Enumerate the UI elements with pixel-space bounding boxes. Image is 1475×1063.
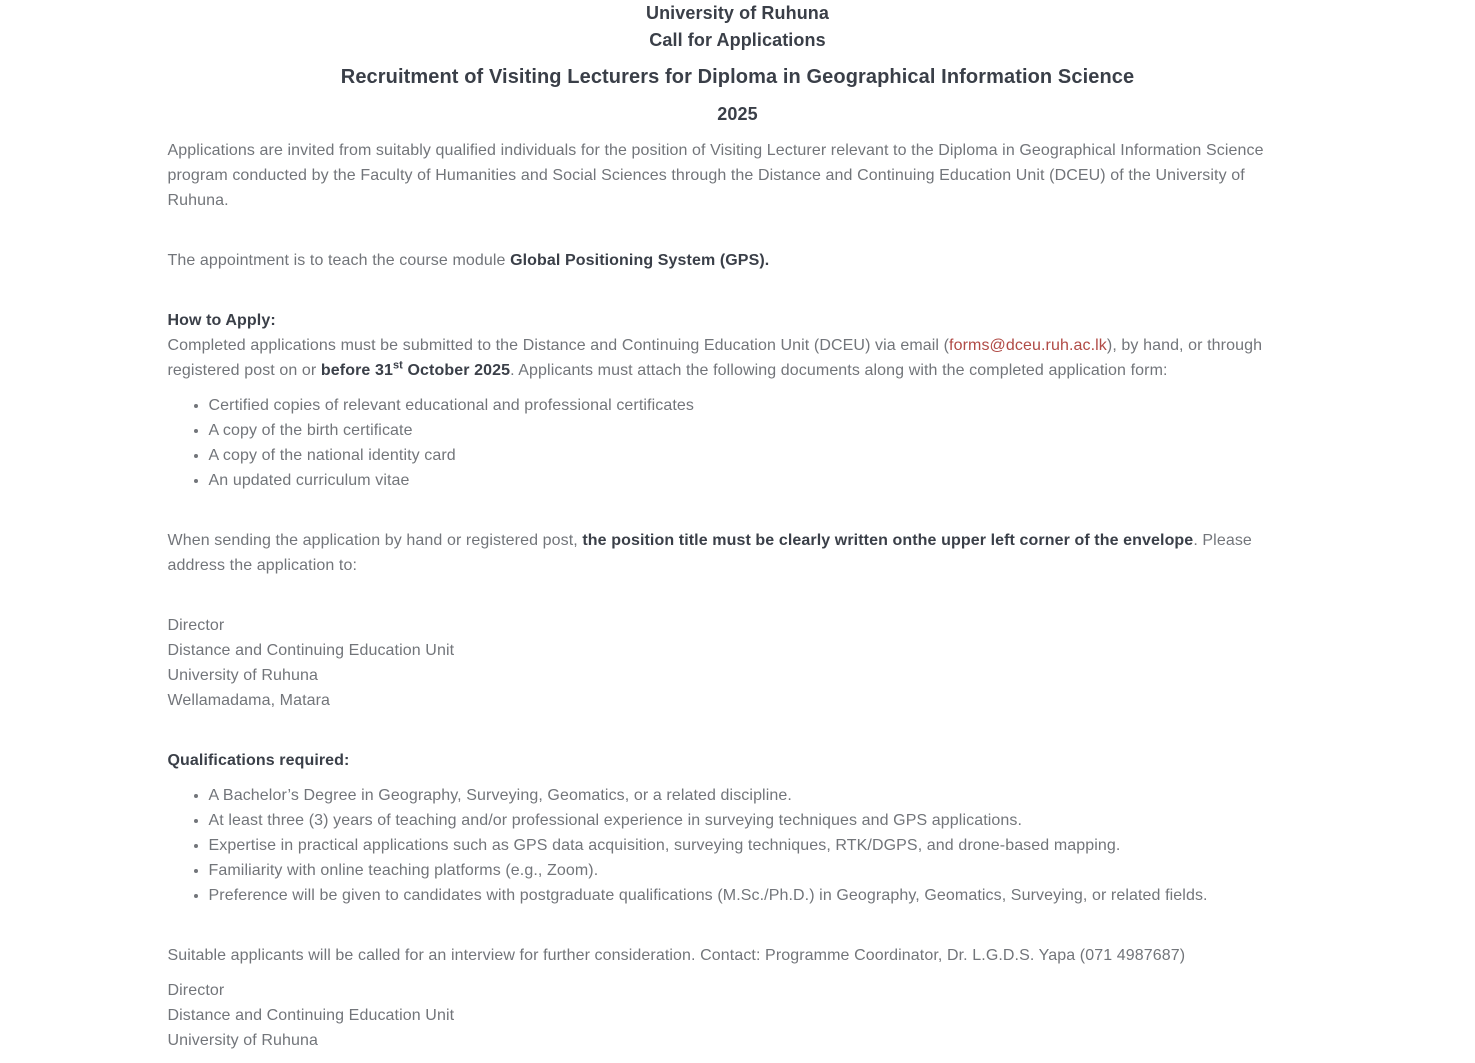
deadline-month: October 2025	[402, 362, 511, 379]
qualifications-list	[168, 783, 1308, 908]
envelope-text: When sending the application by hand or registered post,	[167, 532, 583, 549]
submission-text-3: . Applicants must attach the following documents along with the completed application form:	[510, 362, 1168, 379]
address-line: Wellamadama, Matara	[167, 692, 331, 709]
list-item: • A copy of the national identity card	[209, 443, 1308, 468]
signature-line: Distance and Continuing Education Unit	[167, 1007, 455, 1024]
list-item: • Familiarity with online teaching platforms (e.g., Zoom).	[209, 858, 1308, 883]
email-link[interactable]: forms@dceu.ruh.ac.lk	[949, 337, 1107, 354]
deadline-text	[320, 359, 511, 379]
signature-line: University of Ruhuna	[167, 1032, 319, 1049]
appointment-text: The appointment is to teach the course module	[167, 252, 511, 269]
address-line: Director	[167, 617, 225, 634]
course-module-name: Global Positioning System (GPS).	[510, 252, 770, 269]
list-item: • A copy of the birth certificate	[209, 418, 1308, 443]
list-item: • A Bachelor’s Degree in Geography, Surveying, Geomatics, or a related discipline.	[209, 783, 1308, 808]
deadline-ordinal: st	[392, 359, 403, 372]
list-item: • Certified copies of relevant educational and professional certificates	[209, 393, 1308, 418]
document-page	[168, 0, 1308, 1053]
postal-address	[168, 613, 1308, 713]
list-item: • Expertise in practical applications such as GPS data acquisition, surveying techniques, RTK/DGPS, and drone-based mapping.	[209, 833, 1308, 858]
qualifications-heading	[168, 748, 1308, 773]
appointment-paragraph	[168, 248, 1308, 273]
submission-text: Completed applications must be submitted to the Distance and Continuing Education Unit (DCEU) via email (	[167, 337, 950, 354]
required-documents-list	[168, 393, 1308, 493]
interview-paragraph: Suitable applicants will be called for an interview for further consideration. Contact: Programme Coordinator, Dr. L.G.D.S. Yapa (071 4987687)	[167, 947, 1186, 964]
org-name: University of Ruhuna	[645, 3, 830, 23]
list-item: • Preference will be given to candidates with postgraduate qualifications (M.Sc./Ph.D.) in Geography, Geomatics, Surveying, or related fields.	[209, 883, 1308, 908]
page-title: Recruitment of Visiting Lecturers for Diploma in Geographical Information Science	[340, 66, 1135, 88]
document-header	[168, 0, 1308, 54]
how-to-apply-heading: How to Apply:	[167, 312, 276, 329]
year-heading: 2025	[717, 104, 758, 124]
deadline-day: before 31	[320, 362, 393, 379]
qualifications-heading-text: Qualifications required:	[167, 752, 350, 769]
envelope-paragraph	[168, 528, 1308, 578]
how-to-apply-paragraph	[168, 308, 1308, 383]
list-item: • An updated curriculum vitae	[209, 468, 1308, 493]
envelope-text-2: . Please address the application to:	[167, 532, 1252, 574]
intro-paragraph: Applications are invited from suitably qualified individuals for the position of Visiting Lecturer relevant to the Diploma in Geographical Information Science program conducted by the Faculty of Humanities and Social Sciences through the Distance and Continuing Education Unit (DCEU) of the University of Ruhuna.	[167, 142, 1264, 209]
call-for-applications: Call for Applications	[649, 30, 826, 50]
list-item: • At least three (3) years of teaching and/or professional experience in surveying techniques and GPS applications.	[209, 808, 1308, 833]
address-line: Distance and Continuing Education Unit	[167, 642, 455, 659]
submission-text-2: ), by hand, or through registered post on or	[167, 337, 1263, 379]
signature-block	[168, 978, 1308, 1053]
signature-line: Director	[167, 982, 225, 999]
address-line: University of Ruhuna	[167, 667, 319, 684]
envelope-instruction-bold: the position title must be clearly written onthe upper left corner of the envelope	[582, 532, 1194, 549]
